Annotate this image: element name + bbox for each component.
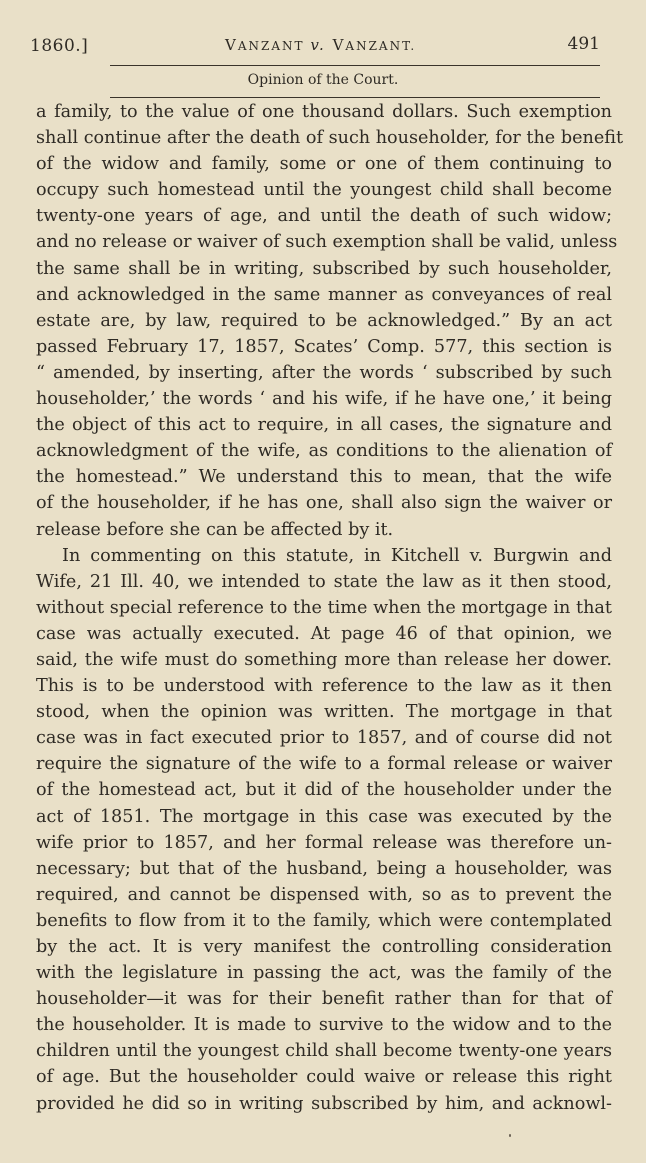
text-line: occupy such homestead until the youngest child shall become [36, 180, 612, 201]
text-line: act of 1851. The mortgage in this case was executed by the [36, 806, 612, 827]
text-line: case was in fact executed prior to 1857, and of course did not [36, 728, 612, 749]
header-rule-bottom [110, 97, 600, 98]
text-line: provided he did so in writing subscribed by him, and acknowl- [36, 1093, 612, 1114]
text-line: with the legislature in passing the act, was the family of the [36, 963, 612, 984]
text-line: twenty-one years of age, and until the death of such widow; [36, 206, 612, 227]
paper-speck [509, 1134, 511, 1137]
text-line: and no release or waiver of such exemption shall be valid, unless [36, 232, 618, 253]
case-title-initial-1: V [225, 36, 238, 54]
text-line: “ amended, by inserting, after the words ‘ subscribed by such [36, 362, 612, 383]
text-line: said, the wife must do something more than release her dower. [36, 649, 612, 670]
text-line: of the householder, if he has one, shall also sign the waiver or [36, 493, 612, 514]
header-rule-top [110, 65, 600, 66]
text-line: estate are, by law, required to be acknowledged.” By an act [36, 310, 612, 331]
text-line: case was actually executed. At page 46 of that opinion, we [36, 623, 612, 644]
text-line: without special reference to the time when the mortgage in that [36, 597, 612, 618]
running-head [30, 32, 600, 60]
text-line: benefits to flow from it to the family, which were contemplated [36, 910, 612, 931]
case-title-rest-1: ANZANT [237, 39, 311, 53]
paragraph-start-line: In commenting on this statute, in Kitchell v. Burgwin and [62, 545, 612, 566]
text-line: the homestead.” We understand this to mean, that the wife [36, 467, 612, 488]
text-line: shall continue after the death of such householder, for the benefit [36, 128, 624, 149]
opinion-text [36, 99, 624, 1117]
text-line: householder,’ the words ‘ and his wife, if he have one,’ it being [36, 389, 612, 410]
text-line: the same shall be in writing, subscribed by such householder, [36, 258, 612, 279]
text-line: required, and cannot be dispensed with, so as to prevent the [36, 884, 612, 905]
case-title [225, 36, 416, 54]
paragraph-end-line: release before she can be affected by it. [36, 519, 394, 540]
page-number: 491 [567, 34, 600, 54]
text-line: require the signature of the wife to a formal release or waiver [36, 754, 612, 775]
case-title-initial-2: V [325, 36, 346, 54]
text-line: wife prior to 1857, and her formal release was therefore un- [36, 832, 612, 853]
text-line: acknowledgment of the wife, as conditions to the alienation of [36, 441, 612, 462]
text-line: a family, to the value of one thousand dollars. Such exemption [36, 102, 612, 122]
text-line: and acknowledged in the same manner as conveyances of real [36, 284, 612, 305]
text-line: stood, when the opinion was written. The mortgage in that [36, 702, 612, 723]
text-line: of the widow and family, some or one of them continuing to [36, 154, 612, 175]
year-label: 1860.] [30, 36, 89, 56]
text-line: Wife, 21 Ill. 40, we intended to state the law as it then stood, [36, 571, 612, 592]
text-line: necessary; but that of the husband, being a householder, was [36, 858, 612, 879]
section-heading: Opinion of the Court. [247, 72, 399, 88]
text-line: of the homestead act, but it did of the householder under the [36, 780, 612, 801]
text-line: by the act. It is very manifest the controlling consideration [36, 937, 612, 957]
case-title-rest-2: ANZANT. [345, 39, 417, 53]
text-line: children until the youngest child shall become twenty-one years [36, 1041, 612, 1062]
text-line: passed February 17, 1857, Scates’ Comp. 577, this section is [36, 336, 612, 357]
case-title-versus: v. [310, 36, 326, 54]
text-line: householder—it was for their benefit rather than for that of [36, 989, 612, 1010]
text-line: the householder. It is made to survive to the widow and to the [36, 1015, 612, 1036]
text-line: the object of this act to require, in all cases, the signature and [36, 415, 612, 436]
text-line: of age. But the householder could waive or release this right [36, 1067, 612, 1088]
text-line: This is to be understood with reference to the law as it then [36, 676, 612, 697]
